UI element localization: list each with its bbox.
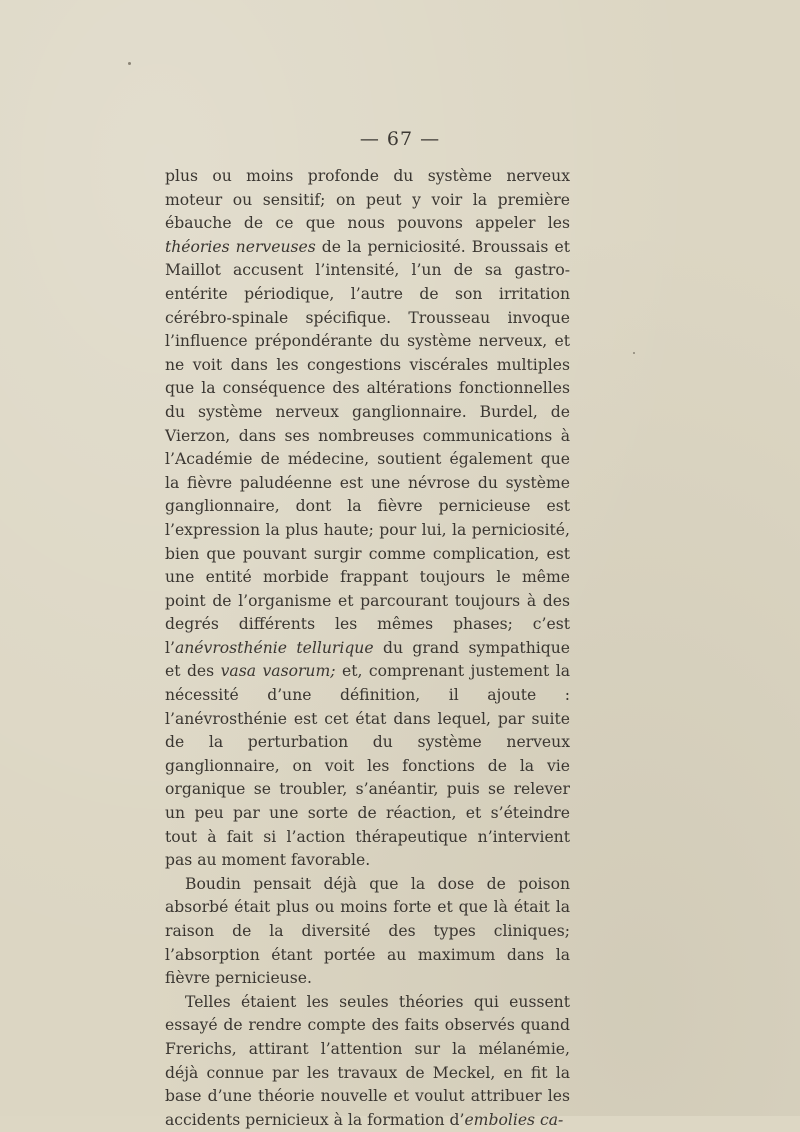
- text-run: plus ou moins profonde du système nerveux moteur ou sensitif; on peut y voir la première ébauche de ce que nous pouvons appeler les: [165, 167, 570, 233]
- text-run: Telles étaient les seules théories qui eussent essayé de rendre compte des faits observés quand Frerichs, attirant l’attention sur la mélanémie, déjà connue par les travaux de Meckel, en fit la base d’une théorie nouvelle et voulut attribuer les accidents pernicieux à la formation d’: [165, 992, 570, 1129]
- italic-term: théories nerveuses: [165, 237, 316, 256]
- text-run: du grand sympathique et des: [165, 638, 570, 681]
- text-run: de la perniciosité. Broussais et Maillot accusent l’intensité, l’un de sa gastro-entérite périodique, l’autre de son irritation cérébro-spinale spécifique. Trousseau invoque l’influence prépondérante du système nerveux, et ne voit dans les congestions viscérales multiples que la conséquence des altérations fonctionnelles du système nerveux ganglionnaire. Burdel, de Vierzon, dans ses nombreuses communications à l’Académie de médecine, soutient également que la fièvre paludéenne est une névrose du système ganglionnaire, dont la fièvre pernicieuse est l’expression la plus haute; pour lui, la perniciosité, bien que pouvant surgir comme complication, est une entité morbide frappant toujours le même point de l’organisme et parcourant toujours à des degrés différents les mêmes phases; c’est l’: [165, 237, 570, 657]
- text-run: Boudin pensait déjà que la dose de poison absorbé était plus ou moins forte et que là était la raison de la diversité des types cliniques; l’absorption étant portée au maximum dans la fièvre pernicieuse.: [165, 874, 570, 988]
- paragraph-3: [165, 991, 570, 1132]
- paragraph-2: [165, 873, 570, 991]
- paper-speck: [633, 352, 635, 354]
- italic-term: vasa vasorum;: [220, 662, 336, 681]
- page-number: — 67 —: [359, 128, 441, 150]
- paper-speck: [128, 62, 131, 65]
- italic-term: embolies ca-: [464, 1110, 564, 1129]
- text-run: et, comprenant justement la nécessité d’une définition, il ajoute : l’anévrosthénie est cet état dans lequel, par suite de la perturbation du système nerveux ganglionnaire, on voit les fonctions de la vie organique se troubler, s’anéantir, puis se relever un peu par une sorte de réaction, et s’éteindre tout à fait si l’action thérapeutique n’intervient pas au moment favorable.: [165, 662, 570, 870]
- paragraph-1: [165, 165, 570, 873]
- body-text: [165, 165, 570, 1132]
- italic-term: anévrosthénie tellurique: [174, 638, 374, 657]
